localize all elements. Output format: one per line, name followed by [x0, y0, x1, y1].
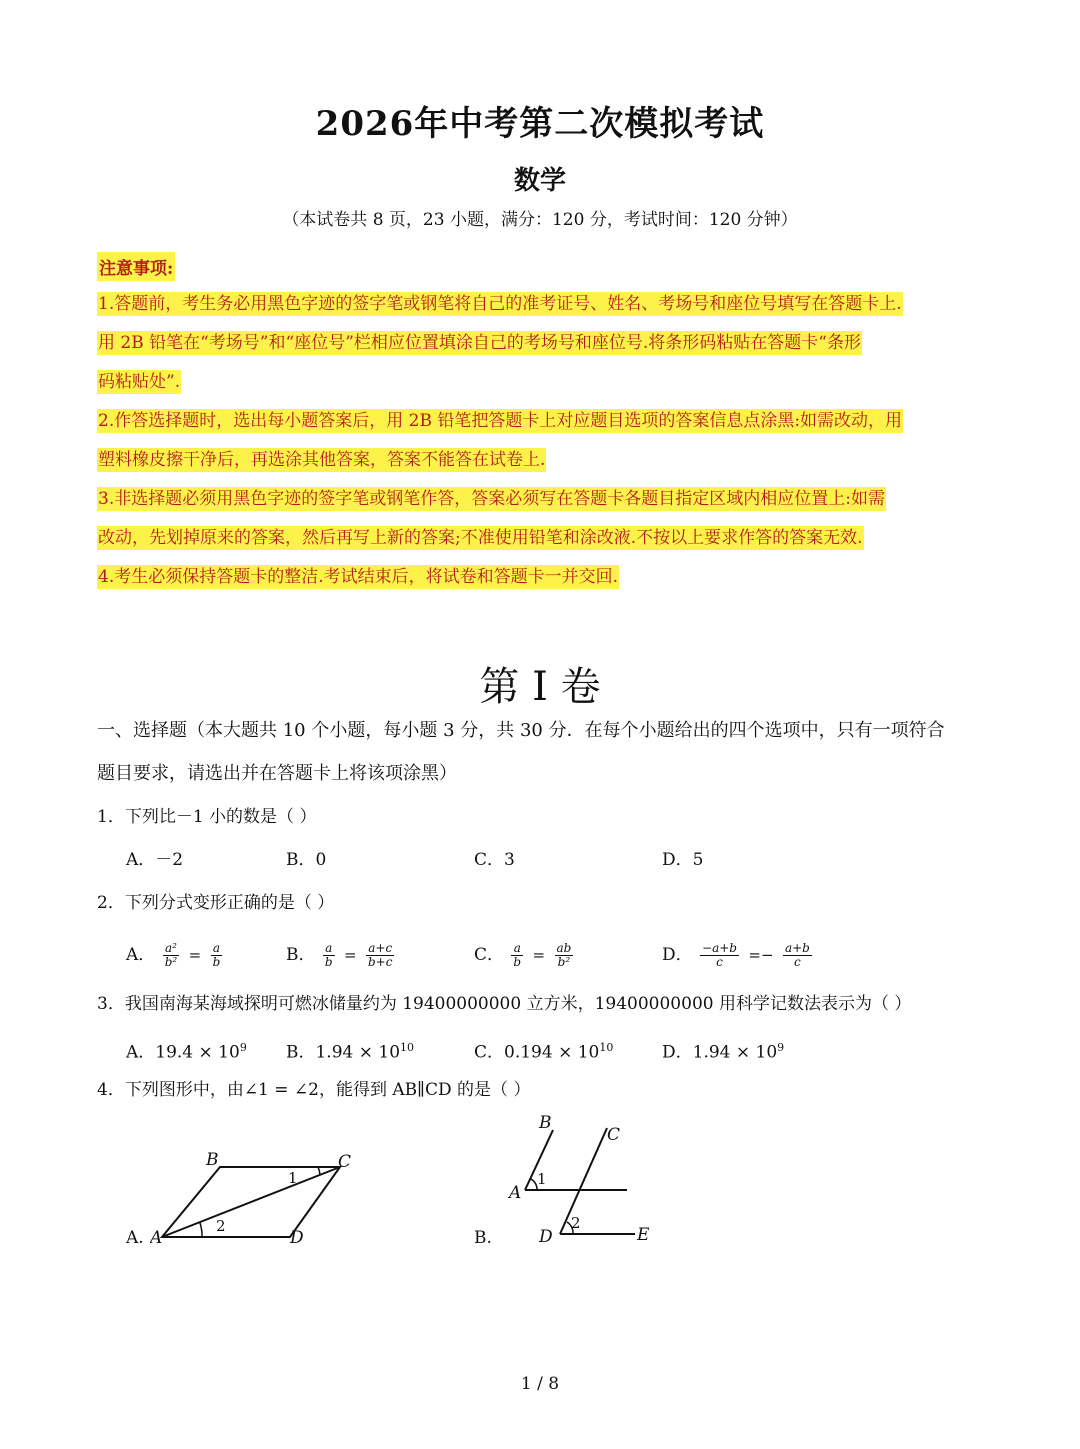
question-1-stem: 1．下列比－1 小的数是（ ）	[97, 807, 317, 827]
q1-option-c: C．3	[474, 850, 515, 870]
angle-1-label: 1	[537, 1170, 547, 1188]
notice-line: 塑料橡皮擦干净后，再选涂其他答案，答案不能答在试卷上.	[98, 450, 546, 470]
fraction: $\frac{-a+b}{c}$	[702, 941, 737, 969]
notice-line: 1.答题前，考生务必用黑色字迹的签字笔或钢笔将自己的准考证号、姓名、考场号和座位号填写在答题卡上.	[98, 294, 902, 314]
label-b: B	[539, 1113, 552, 1133]
fraction: $\frac{a}{b}$	[324, 941, 333, 969]
notice-line: 用 2B 铅笔在“考场号”和“座位号”栏相应位置填涂自己的考场号和座位号.将条形码粘贴在答题卡“条形	[98, 333, 861, 353]
q1-option-d: D．5	[662, 850, 704, 870]
q1-option-a: A．－2	[126, 850, 184, 870]
question-2-stem: 2．下列分式变形正确的是（ ）	[97, 893, 335, 913]
fraction: $\frac{ab}{\text{b²}}$	[556, 941, 572, 969]
q2-option-d: D． $\frac{-a+b}{c}$ =− $\frac{a+b}{c}$	[662, 941, 810, 969]
line-dc	[560, 1128, 607, 1234]
question-3-stem: 3．我国南海某海域探明可燃冰储量约为 19400000000 立方米，19400000000 用科学记数法表示为（ ）	[97, 994, 912, 1014]
label-c: C	[607, 1125, 621, 1145]
fraction: $\frac{a+b}{c}$	[784, 941, 810, 969]
q3-option-c: C．$0.194 \times 10^{10}$	[474, 1041, 614, 1063]
notice-line: 4.考生必须保持答题卡的整洁.考试结束后，将试卷和答题卡一并交回.	[98, 567, 619, 587]
label-a: A	[150, 1228, 163, 1248]
angle-2-label: 2	[571, 1214, 581, 1232]
fraction: $\frac{\text{a²}}{\text{b²}}$	[164, 941, 178, 969]
q3-option-d: D．$1.94 \times 10^9$	[662, 1041, 785, 1063]
page-number: 1 / 8	[520, 1374, 560, 1394]
diagonal-ac	[162, 1167, 340, 1237]
notice-line: 2.作答选择题时，选出每小题答案后，用 2B 铅笔把答题卡上对应题目选项的答案信息点涂黑:如需改动，用	[98, 411, 903, 431]
q4-option-a-label: A.	[126, 1228, 144, 1248]
section-line-1: 一、选择题（本大题共 10 个小题，每小题 3 分，共 30 分．在每个小题给出的四个选项中，只有一项符合	[97, 720, 945, 741]
notice-line: 改动，先划掉原来的答案，然后再写上新的答案;不准使用铅笔和涂改液.不按以上要求作答的答案无效.	[98, 528, 863, 548]
figure-transversal	[505, 1112, 675, 1252]
q3-option-b: B．$1.94 \times 10^{10}$	[286, 1041, 415, 1063]
section-line-2: 题目要求，请选出并在答题卡上将该项涂黑）	[97, 763, 457, 784]
label-a: A	[509, 1183, 522, 1203]
q3-option-a: A．$19.4 \times 10^9$	[126, 1041, 247, 1063]
notice-line: 码粘贴处”.	[98, 372, 181, 392]
notice-heading: 注意事项:	[97, 252, 175, 281]
angle-1-label: 1	[288, 1169, 298, 1187]
label-b: B	[206, 1150, 219, 1170]
q2-option-b: B． $\frac{a}{b}$ = $\frac{a+c}{b+c}$	[286, 941, 393, 969]
angle-1-arc	[318, 1167, 320, 1175]
figure-parallelogram	[150, 1145, 370, 1255]
angle-2-label: 2	[216, 1217, 226, 1235]
fraction: $\frac{a+c}{b+c}$	[367, 941, 393, 969]
notice-block	[97, 252, 997, 602]
exam-info: （本试卷共 8 页，23 小题，满分：120 分，考试时间：120 分钟）	[282, 210, 798, 230]
q2-option-c: C． $\frac{a}{b}$ = $\frac{ab}{\text{b²}}$	[474, 941, 572, 969]
volume-heading: 第 I 卷	[479, 664, 601, 710]
label-c: C	[338, 1152, 352, 1172]
q4-option-b-label: B.	[474, 1228, 492, 1248]
section-heading	[97, 716, 987, 802]
exam-subject: 数学	[513, 166, 566, 196]
q2-option-a: A． $\frac{\text{a²}}{\text{b²}}$ = $\frac{a}{b}$	[126, 941, 221, 969]
fraction: $\frac{a}{b}$	[513, 941, 522, 969]
label-e: E	[637, 1225, 650, 1245]
label-d: D	[539, 1227, 553, 1247]
q1-option-b: B．0	[286, 850, 327, 870]
question-4-stem: 4．下列图形中，由∠1 = ∠2，能得到 AB∥CD 的是（ ）	[97, 1080, 531, 1100]
exam-title: 2026年中考第二次模拟考试	[315, 104, 765, 144]
notice-line: 3.非选择题必须用黑色字迹的签字笔或钢笔作答，答案必须写在答题卡各题目指定区域内相应位置上:如需	[98, 489, 885, 509]
fraction: $\frac{a}{b}$	[212, 941, 221, 969]
label-d: D	[290, 1228, 304, 1248]
angle-2-arc	[200, 1223, 202, 1237]
